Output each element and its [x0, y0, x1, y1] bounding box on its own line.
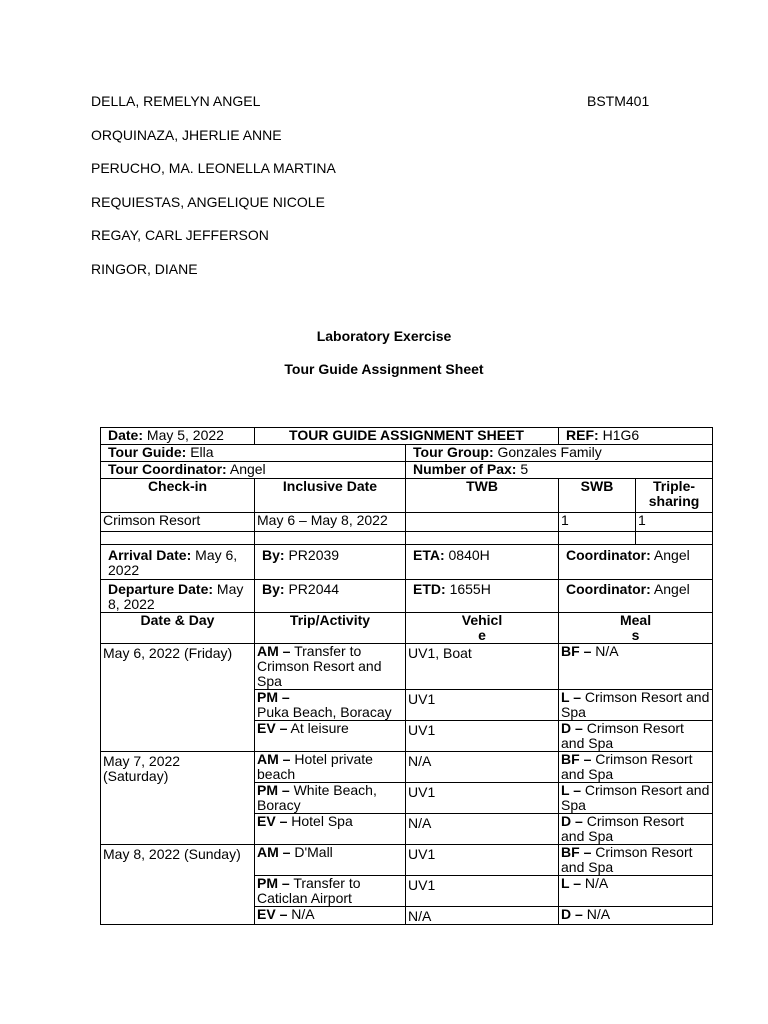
header-vehicle: Vehicl e [406, 613, 559, 644]
activity-cell: PM – Transfer to Caticlan Airport [255, 876, 406, 907]
meal-cell: L – Crimson Resort and Spa [559, 783, 713, 814]
meal-cell: D – N/A [559, 907, 713, 925]
header-meals: Meal s [559, 613, 713, 644]
table-row [101, 513, 713, 532]
meal-cell: L – Crimson Resort and Spa [559, 690, 713, 721]
meal-cell: D – Crimson Resort and Spa [559, 721, 713, 752]
vehicle-cell: UV1 [406, 690, 559, 721]
departure-coordinator-cell: Coordinator: Angel [559, 580, 713, 613]
header-inclusive-date: Inclusive Date [255, 479, 406, 513]
meal-cell: BF – Crimson Resort and Spa [559, 845, 713, 876]
activity-cell: AM – D'Mall [255, 845, 406, 876]
sheet-title: TOUR GUIDE ASSIGNMENT SHEET [255, 428, 559, 445]
student-name [91, 93, 671, 127]
vehicle-cell: UV1, Boat [406, 644, 559, 690]
activity-cell: AM – Transfer to Crimson Resort and Spa [255, 644, 406, 690]
header-checkin: Check-in [101, 479, 255, 513]
header-date-day: Date & Day [101, 613, 255, 644]
vehicle-cell: UV1 [406, 783, 559, 814]
table-row [101, 580, 713, 613]
vehicle-cell: N/A [406, 814, 559, 845]
tour-guide-cell: Tour Guide: Ella [101, 445, 406, 462]
vehicle-cell: UV1 [406, 845, 559, 876]
header-trip-activity: Trip/Activity [255, 613, 406, 644]
activity-cell: EV – Hotel Spa [255, 814, 406, 845]
meal-cell: BF – Crimson Resort and Spa [559, 752, 713, 783]
departure-date-cell: Departure Date: May 8, 2022 [101, 580, 255, 613]
header-twb: TWB [406, 479, 559, 513]
itinerary-row [101, 845, 713, 876]
table-row [101, 462, 713, 479]
student-name: REQUIESTAS, ANGELIQUE NICOLE [91, 193, 325, 210]
activity-cell: EV – N/A [255, 907, 406, 925]
student-name: RINGOR, DIANE [91, 260, 198, 277]
page-title: Laboratory Exercise [316, 328, 452, 344]
departure-by-cell: By: PR2044 [255, 580, 406, 613]
swb-cell: 1 [559, 513, 636, 532]
date-cell: Date: May 5, 2022 [101, 428, 255, 445]
vehicle-cell: N/A [406, 752, 559, 783]
vehicle-cell: UV1 [406, 876, 559, 907]
table-row [101, 428, 713, 445]
header-swb: SWB [559, 479, 636, 513]
arrival-coordinator-cell: Coordinator: Angel [559, 545, 713, 580]
table-row [101, 445, 713, 462]
meal-cell: BF – N/A [559, 644, 713, 690]
spacer-row [101, 532, 713, 545]
assignment-table [100, 427, 713, 925]
itinerary-row [101, 644, 713, 690]
pax-cell: Number of Pax: 5 [406, 462, 713, 479]
ref-cell: REF: H1G6 [559, 428, 713, 445]
eta-cell: ETA: 0840H [406, 545, 559, 580]
meal-cell: D – Crimson Resort and Spa [559, 814, 713, 845]
arrival-date-cell: Arrival Date: May 6, 2022 [101, 545, 255, 580]
itinerary-header-row [101, 613, 713, 644]
triple-cell: 1 [636, 513, 713, 532]
student-name: ORQUINAZA, JHERLIE ANNE [91, 126, 282, 143]
activity-cell: PM – White Beach, Boracy [255, 783, 406, 814]
student-name-text: DELLA, REMELYN ANGEL [91, 93, 261, 109]
etd-cell: ETD: 1655H [406, 580, 559, 613]
student-name: REGAY, CARL JEFFERSON [91, 227, 269, 244]
page-subtitle: Tour Guide Assignment Sheet [284, 361, 484, 377]
itinerary-row [101, 752, 713, 783]
table-header-row [101, 479, 713, 513]
activity-cell: AM – Hotel private beach [255, 752, 406, 783]
meal-cell: L – N/A [559, 876, 713, 907]
twb-cell [406, 513, 559, 532]
activity-cell: EV – At leisure [255, 721, 406, 752]
inclusive-date-cell: May 6 – May 8, 2022 [255, 513, 406, 532]
day-cell: May 7, 2022 (Saturday) [101, 752, 255, 845]
header-triple-sharing: Triple- sharing [636, 479, 713, 513]
activity-cell: PM – Puka Beach, Boracay [255, 690, 406, 721]
tour-group-cell: Tour Group: Gonzales Family [406, 445, 713, 462]
day-cell: May 6, 2022 (Friday) [101, 644, 255, 752]
coordinator-cell: Tour Coordinator: Angel [101, 462, 406, 479]
vehicle-cell: N/A [406, 907, 559, 925]
course-code: BSTM401 [587, 93, 650, 109]
table-row [101, 545, 713, 580]
vehicle-cell: UV1 [406, 721, 559, 752]
arrival-by-cell: By: PR2039 [255, 545, 406, 580]
student-list [91, 93, 671, 295]
hotel-cell: Crimson Resort [101, 513, 255, 532]
student-name: PERUCHO, MA. LEONELLA MARTINA [91, 160, 336, 177]
day-cell: May 8, 2022 (Sunday) [101, 845, 255, 925]
